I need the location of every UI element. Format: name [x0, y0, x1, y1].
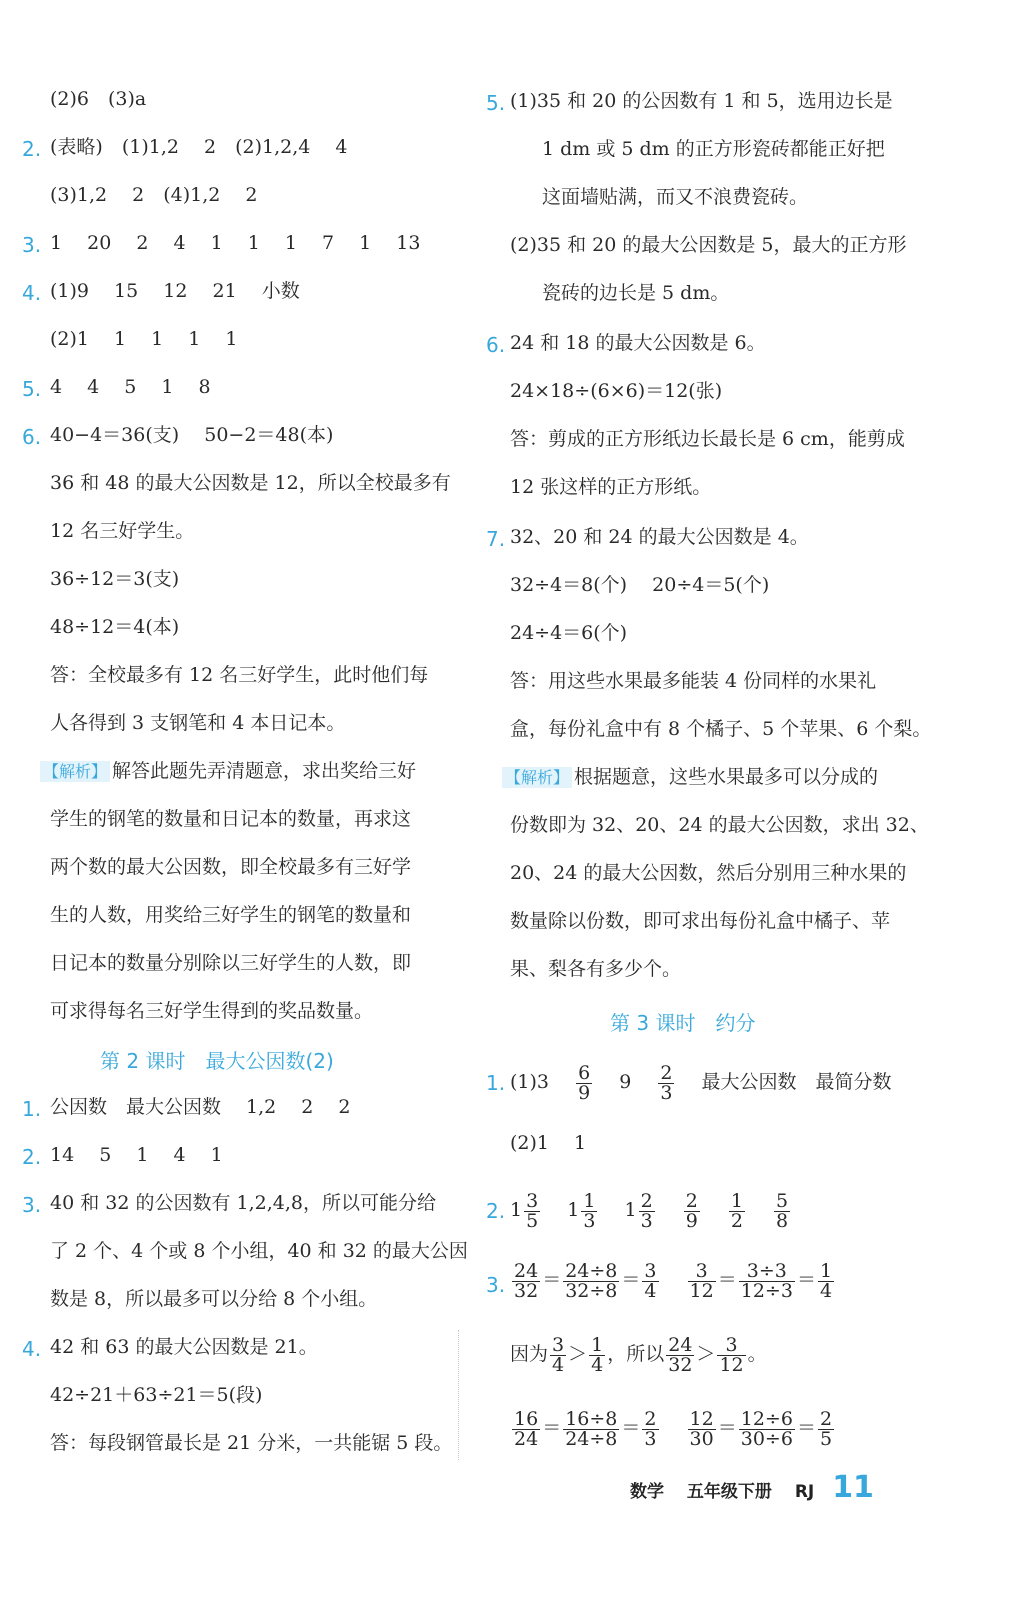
text-line: 瓷砖的边长是 5 dm。 [542, 282, 730, 304]
text-line: (2)6 (3)a [50, 88, 147, 110]
fraction [550, 1333, 566, 1376]
denominator: 3 [583, 1209, 596, 1232]
footer-subject: 数学 [630, 1482, 664, 1502]
equals-sign: ＝ [542, 1269, 562, 1291]
analysis-line [40, 758, 416, 784]
text-line: 4 4 5 1 8 [50, 376, 211, 398]
text-line: 生的人数，用奖给三好学生的钢笔的数量和 [50, 904, 412, 926]
text-line: 答：用这些水果最多能装 4 份同样的水果礼 [510, 670, 877, 692]
numerator: 24÷8 [565, 1259, 618, 1282]
text-line: 24÷4＝6(个) [510, 622, 628, 644]
question-number: 2. [22, 137, 42, 161]
question-number: 5. [486, 91, 506, 115]
text-line: (1)9 15 12 21 小数 [50, 280, 300, 302]
question-number: 6. [22, 425, 42, 449]
denominator: 3 [640, 1209, 653, 1232]
fraction [818, 1259, 834, 1302]
numerator: 24 [668, 1333, 693, 1356]
denominator: 3 [644, 1427, 657, 1450]
section-heading: 第 2 课时 最大公因数(2) [100, 1049, 334, 1073]
text-line: 48÷12＝4(本) [50, 616, 180, 638]
fraction [688, 1259, 716, 1302]
footer-grade: 五年级下册 [686, 1482, 772, 1502]
text-line: 24×18÷(6×6)＝12(张) [510, 380, 723, 402]
page-footer [630, 1470, 874, 1505]
denominator: 32 [668, 1353, 693, 1376]
fraction [576, 1061, 592, 1104]
numerator: 3 [552, 1333, 565, 1356]
fraction [642, 1407, 658, 1450]
whole-number: 1 [510, 1199, 523, 1221]
page-number: 11 [832, 1470, 874, 1505]
whole-number: 1 [567, 1199, 580, 1221]
fraction [739, 1259, 795, 1302]
numerator: 3 [688, 1262, 716, 1282]
numerator: 1 [591, 1333, 604, 1356]
question-number: 7. [486, 527, 506, 551]
fraction [774, 1189, 790, 1232]
text-span: ，所以 [607, 1343, 665, 1365]
denominator: 4 [591, 1353, 604, 1376]
text-line: 40−4＝36(支) 50−2＝48(本) [50, 424, 334, 446]
equals-sign: ＝ [621, 1417, 641, 1439]
fraction-line [510, 1256, 836, 1304]
denominator: 4 [552, 1353, 565, 1376]
text-line: 12 张这样的正方形纸。 [510, 476, 712, 498]
section-heading: 第 3 课时 约分 [610, 1011, 756, 1035]
text-line: 14 5 1 4 1 [50, 1144, 223, 1166]
numerator: 1 [730, 1189, 743, 1212]
fraction [717, 1333, 745, 1376]
fraction [589, 1333, 605, 1376]
text-line: 日记本的数量分别除以三好学生的人数，即 [50, 952, 412, 974]
text-line: 32÷4＝8(个) 20÷4＝5(个) [510, 574, 770, 596]
text-line: 这面墙贴满，而又不浪费瓷砖。 [542, 186, 809, 208]
fraction [666, 1333, 694, 1376]
text-line: 果、梨各有多少个。 [510, 958, 682, 980]
text-line: 20、24 的最大公因数，然后分别用三种水果的 [510, 862, 907, 884]
question-number: 3. [486, 1273, 506, 1297]
text-line: (1)35 和 20 的公因数有 1 和 5，选用边长是 [510, 90, 893, 112]
question-number: 2. [486, 1199, 506, 1223]
text-span: 9 [619, 1071, 632, 1093]
numerator: 6 [578, 1061, 591, 1084]
numerator: 3 [526, 1189, 539, 1212]
text-line: 答：全校最多有 12 名三好学生，此时他们每 [50, 664, 429, 686]
fraction [563, 1259, 619, 1302]
equals-sign: ＝ [621, 1269, 641, 1291]
fraction [642, 1259, 658, 1302]
analysis-tag: 【解析】 [40, 761, 110, 782]
text-span: 根据题意，这些水果最多可以分成的 [574, 766, 879, 788]
denominator: 12 [719, 1353, 744, 1376]
text-line: 数是 8，所以最多可以分给 8 个小组。 [50, 1288, 378, 1310]
numerator: 2 [644, 1407, 657, 1430]
text-span: 因为 [510, 1343, 549, 1365]
text-line: 公因数 最大公因数 1,2 2 2 [50, 1096, 351, 1118]
question-number: 3. [22, 233, 42, 257]
denominator: 9 [578, 1081, 591, 1104]
denominator: 5 [819, 1427, 833, 1450]
numerator: 12 [689, 1407, 714, 1430]
text-span: (1)3 [510, 1071, 550, 1093]
text-line: 可求得每名三好学生得到的奖品数量。 [50, 1000, 374, 1022]
denominator: 12 [689, 1279, 714, 1302]
text-span: 解答此题先弄清题意，求出奖给三好 [112, 760, 417, 782]
equals-sign: ＝ [717, 1269, 737, 1291]
numerator: 3÷3 [739, 1262, 795, 1282]
fraction [688, 1407, 716, 1450]
numerator: 1 [819, 1259, 833, 1282]
fraction [818, 1407, 834, 1450]
fraction [729, 1189, 745, 1232]
text-line: (2)35 和 20 的最大公因数是 5，最大的正方形 [510, 234, 907, 256]
fraction-line [510, 1058, 892, 1106]
denominator: 8 [775, 1209, 789, 1232]
greater-than-sign: ＞ [696, 1343, 716, 1365]
fraction [563, 1407, 619, 1450]
denominator: 32÷8 [565, 1279, 618, 1302]
numerator: 2 [640, 1189, 653, 1212]
denominator: 12÷3 [740, 1279, 793, 1302]
text-line: 36 和 48 的最大公因数是 12，所以全校最多有 [50, 472, 451, 494]
denominator: 9 [685, 1209, 698, 1232]
denominator: 3 [660, 1081, 673, 1104]
numerator: 5 [775, 1189, 789, 1212]
whole-number: 1 [624, 1199, 637, 1221]
text-line: 盒，每份礼盒中有 8 个橘子、5 个苹果、6 个梨。 [510, 718, 932, 740]
numerator: 16÷8 [565, 1407, 618, 1430]
analysis-line [502, 764, 878, 790]
text-line: 42 和 63 的最大公因数是 21。 [50, 1336, 318, 1358]
question-number: 3. [22, 1193, 42, 1217]
numerator: 2 [685, 1189, 698, 1212]
question-number: 1. [22, 1097, 42, 1121]
fraction-line [510, 1330, 767, 1378]
question-number: 2. [22, 1145, 42, 1169]
equals-sign: ＝ [717, 1417, 737, 1439]
denominator: 24÷8 [565, 1427, 618, 1450]
question-number: 4. [22, 281, 42, 305]
footer-edition: RJ [794, 1482, 815, 1502]
equals-sign: ＝ [796, 1417, 816, 1439]
fraction [639, 1189, 655, 1232]
text-line: 40 和 32 的公因数有 1,2,4,8，所以可能分给 [50, 1192, 436, 1214]
denominator: 4 [819, 1279, 833, 1302]
text-span: 。 [747, 1343, 767, 1365]
equals-sign: ＝ [796, 1269, 816, 1291]
text-line: (2)1 1 1 1 1 [50, 328, 238, 350]
text-line: 12 名三好学生。 [50, 520, 195, 542]
analysis-tag: 【解析】 [502, 767, 572, 788]
denominator: 4 [644, 1279, 657, 1302]
denominator: 30 [689, 1427, 714, 1450]
question-number: 5. [22, 377, 42, 401]
text-line: 32、20 和 24 的最大公因数是 4。 [510, 526, 809, 548]
text-line: 答：每段钢管最长是 21 分米，一共能锯 5 段。 [50, 1432, 453, 1454]
text-line: 两个数的最大公因数，即全校最多有三好学 [50, 856, 412, 878]
numerator: 24 [514, 1259, 539, 1282]
fraction [684, 1189, 700, 1232]
denominator: 32 [514, 1279, 539, 1302]
fraction [658, 1061, 674, 1104]
fraction-line [510, 1404, 836, 1452]
question-number: 6. [486, 333, 506, 357]
fraction [739, 1407, 795, 1450]
text-span: 最大公因数 最简分数 [701, 1071, 892, 1093]
text-line: (3)1,2 2 (4)1,2 2 [50, 184, 258, 206]
text-line: (2)1 1 [510, 1132, 587, 1154]
text-line: 42÷21＋63÷21＝5(段) [50, 1384, 263, 1406]
text-line: 数量除以份数，即可求出每份礼盒中橘子、苹 [510, 910, 891, 932]
text-line: (表略) (1)1,2 2 (2)1,2,4 4 [50, 136, 348, 158]
fraction [512, 1407, 540, 1450]
numerator: 2 [819, 1407, 833, 1430]
question-number: 4. [22, 1337, 42, 1361]
column-divider [458, 1330, 459, 1460]
question-number: 1. [486, 1071, 506, 1095]
equals-sign: ＝ [542, 1417, 562, 1439]
numerator: 3 [644, 1259, 657, 1282]
text-line: 学生的钢笔的数量和日记本的数量，再求这 [50, 808, 412, 830]
text-line: 了 2 个、4 个或 8 个小组，40 和 32 的最大公因 [50, 1240, 468, 1262]
text-line: 人各得到 3 支钢笔和 4 本日记本。 [50, 712, 346, 734]
fraction [512, 1259, 540, 1302]
text-line: 答：剪成的正方形纸边长最长是 6 cm，能剪成 [510, 428, 905, 450]
numerator: 1 [583, 1189, 596, 1212]
denominator: 24 [514, 1427, 539, 1450]
text-line: 1 dm 或 5 dm 的正方形瓷砖都能正好把 [542, 138, 885, 160]
text-line: 1 20 2 4 1 1 1 7 1 13 [50, 232, 421, 254]
fraction [524, 1189, 540, 1232]
fraction [581, 1189, 597, 1232]
text-line: 份数即为 32、20、24 的最大公因数，求出 32、 [510, 814, 929, 836]
denominator: 30÷6 [740, 1427, 793, 1450]
numerator: 3 [717, 1336, 745, 1356]
numerator: 2 [660, 1061, 673, 1084]
text-line: 36÷12＝3(支) [50, 568, 180, 590]
denominator: 2 [730, 1209, 743, 1232]
text-line: 24 和 18 的最大公因数是 6。 [510, 332, 766, 354]
numerator: 16 [514, 1407, 539, 1430]
fraction-line [510, 1186, 792, 1234]
greater-than-sign: ＞ [568, 1343, 588, 1365]
denominator: 5 [526, 1209, 539, 1232]
numerator: 12÷6 [740, 1407, 793, 1430]
